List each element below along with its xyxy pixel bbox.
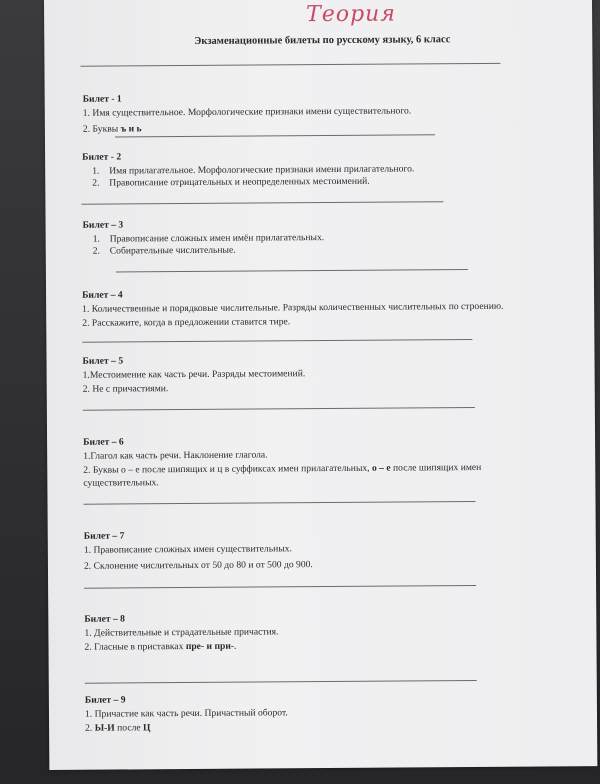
question-1: 1. Действительные и страдательные причастия. <box>84 625 279 639</box>
question-1: 1.Местоимение как часть речи. Разряды местоимений. <box>82 367 306 381</box>
question-2: 2. Не с причастиями. <box>82 383 169 395</box>
ticket-title: Билет – 3 <box>82 219 124 231</box>
question-1: 1. Имя прилагательное. Морфологические признаки имени прилагательного. <box>92 162 415 177</box>
question-2: 2. Собирательные числительные. <box>92 244 236 257</box>
ticket-4-rule <box>82 339 472 343</box>
ticket-2-rule <box>81 201 443 205</box>
ticket-title: Билет – 9 <box>84 694 126 706</box>
ticket-3 <box>83 218 325 258</box>
question-2: 2. Склонение числительных от 50 до 80 и от 500 до 900. <box>83 559 313 572</box>
ticket-6 <box>83 434 523 490</box>
question-1: 1.Глагол как часть речи. Наклонение глагола. <box>83 448 268 462</box>
question-2: 2. Гласные в приставках пре- и при-. <box>84 640 237 653</box>
question-2: 2. Расскажите, когда в предложении ставится тире. <box>82 316 291 329</box>
ticket-title: Билет – 4 <box>82 289 123 301</box>
question-1: 1. Причастие как часть речи. Причастный оборот. <box>84 706 288 720</box>
ticket-title: Билет – 7 <box>83 530 125 542</box>
question-2: 2. Правописание отрицательных и неопределенных местоимений. <box>92 175 370 189</box>
document-title: Экзаменационные билеты по русскому языку, 6 класс <box>194 34 451 47</box>
question-1: 1. Правописание сложных имен существительных. <box>83 542 292 556</box>
ticket-7-rule <box>84 585 476 589</box>
ticket-title: Билет - 2 <box>82 151 122 163</box>
question-1: 1. Правописание сложных имен имён прилагательных. <box>92 231 325 245</box>
question-2: 2. Буквы о – е после шипящих и ц в суффиксах имен прилагательных, о – е после шипящих имен существительных. <box>83 461 482 489</box>
ticket-5-rule <box>83 407 475 411</box>
title-rule <box>80 63 500 67</box>
handwritten-note: Теория <box>306 1 396 28</box>
ticket-title: Билет – 6 <box>83 436 124 448</box>
ticket-9 <box>85 693 288 735</box>
ticket-8 <box>84 612 278 654</box>
ticket-6-rule <box>84 501 476 505</box>
question-1: 1. Количественные и порядковые числительные. Разряды количественных числительных по строению. <box>82 300 504 315</box>
ticket-title: Билет – 8 <box>84 613 125 625</box>
question-2: 2. Буквы ъ и ь <box>82 123 142 135</box>
ticket-8-rule <box>85 680 477 684</box>
ticket-1 <box>83 91 412 136</box>
ticket-2 <box>82 149 414 190</box>
ticket-title: Билет - 1 <box>82 93 122 105</box>
ticket-title: Билет – 5 <box>82 355 124 367</box>
ticket-4 <box>82 287 504 330</box>
question-1: 1. Имя существительное. Морфологические признаки имени существительного. <box>82 104 412 119</box>
question-2: 2. Ы-И после Ц <box>85 722 151 734</box>
exam-sheet <box>44 0 597 770</box>
ticket-5 <box>82 354 305 396</box>
ticket-3-rule <box>116 269 468 272</box>
ticket-7 <box>84 529 313 573</box>
